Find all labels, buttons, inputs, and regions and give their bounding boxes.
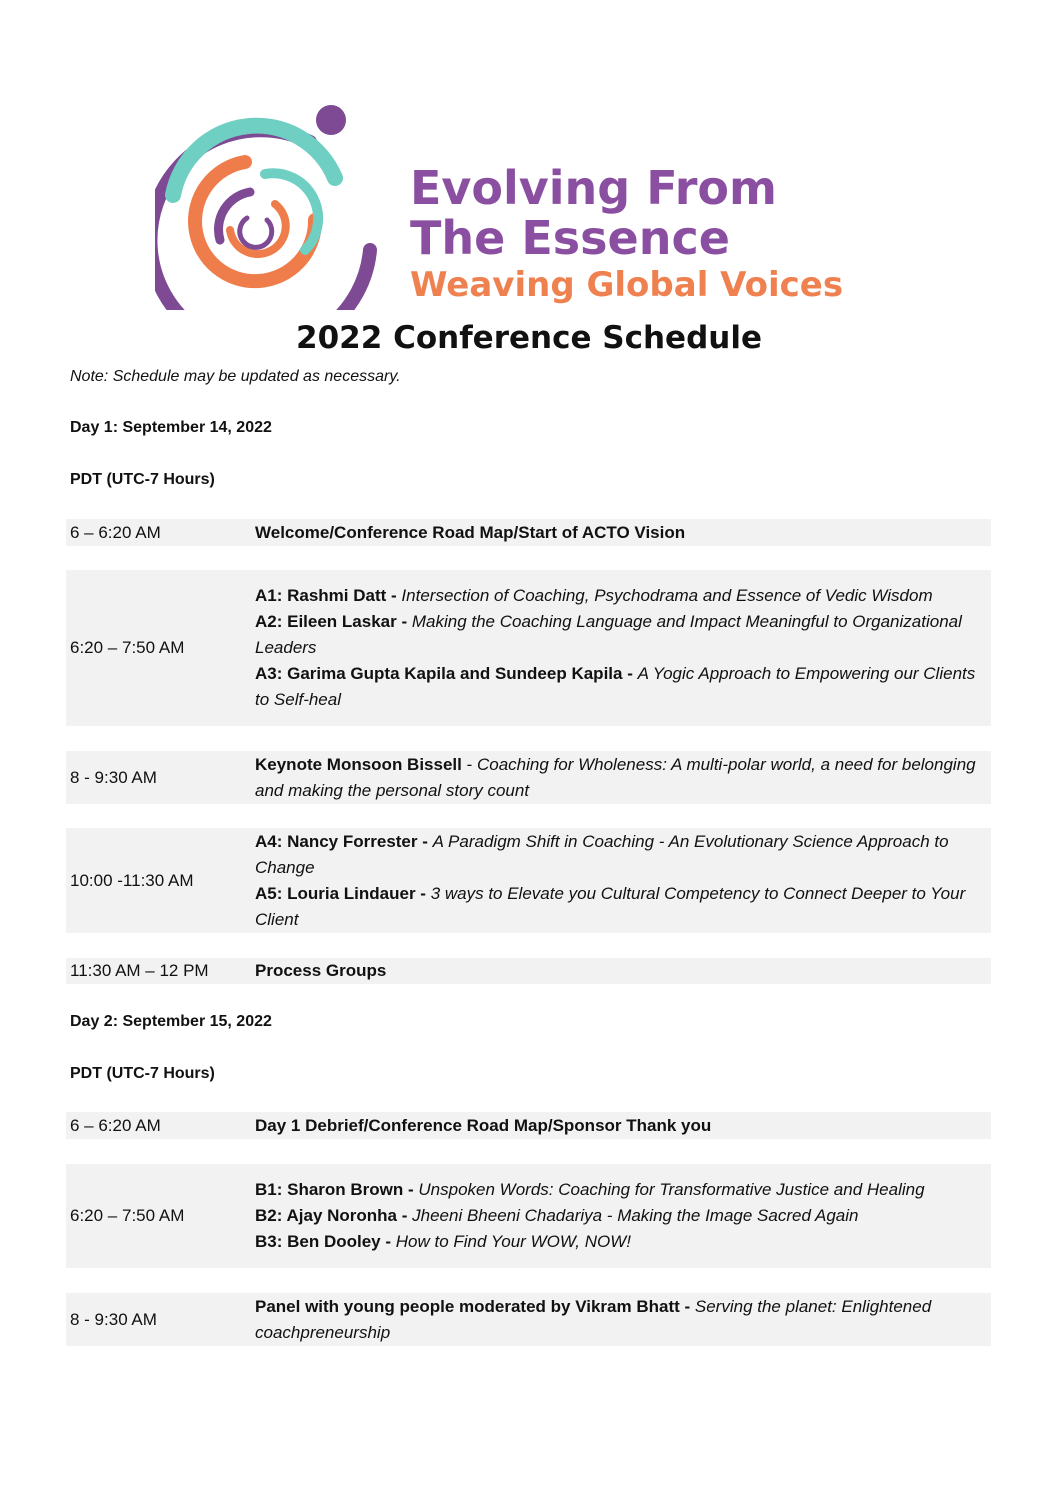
session-title: Welcome/Conference Road Map/Start of ACTO Vision	[255, 522, 686, 542]
session-time: 8 - 9:30 AM	[70, 767, 157, 787]
page-title: 2022 Conference Schedule	[296, 320, 762, 356]
day2-timezone: PDT (UTC-7 Hours)	[70, 1065, 215, 1082]
session-entry: B3: Ben Dooley - How to Find Your WOW, NOW!	[255, 1232, 631, 1251]
session-time: 6:20 – 7:50 AM	[70, 1206, 185, 1225]
session-entry: A2: Eileen Laskar - Making the Coaching Language and Impact Meaningful to Organizational Leaders	[255, 612, 962, 657]
session-title: Day 1 Debrief/Conference Road Map/Sponsor Thank you	[255, 1115, 712, 1135]
brand-tagline: Weaving Global Voices	[410, 265, 844, 305]
spiral-logo-icon	[155, 100, 395, 310]
session-entry: Panel with young people moderated by Vikram Bhatt - Serving the planet: Enlightened coachpreneurship	[255, 1296, 932, 1342]
session-time: 11:30 AM – 12 PM	[70, 961, 209, 980]
session-time: 8 - 9:30 AM	[70, 1309, 157, 1329]
schedule-row	[66, 1293, 991, 1346]
day1-timezone: PDT (UTC-7 Hours)	[70, 471, 215, 488]
schedule-row	[66, 751, 991, 804]
day2-heading: Day 2: September 15, 2022	[70, 1013, 272, 1030]
conference-logo	[155, 100, 875, 310]
schedule-row	[66, 1112, 991, 1139]
session-time: 6:20 – 7:50 AM	[70, 638, 185, 657]
session-time: 6 – 6:20 AM	[70, 1115, 161, 1135]
schedule-row	[66, 958, 991, 984]
brand-line-2: The Essence	[410, 211, 730, 265]
session-entry: A3: Garima Gupta Kapila and Sundeep Kapila - A Yogic Approach to Empowering our Clients to Self-heal	[255, 664, 976, 709]
schedule-row	[66, 1164, 991, 1268]
brand-text	[410, 163, 843, 307]
session-entry: B1: Sharon Brown - Unspoken Words: Coaching for Transformative Justice and Healing	[255, 1180, 925, 1199]
session-entry: A4: Nancy Forrester - A Paradigm Shift in Coaching - An Evolutionary Science Approach to Change	[255, 831, 949, 877]
schedule-note: Note: Schedule may be updated as necessary.	[70, 368, 401, 385]
schedule-row	[66, 519, 991, 546]
session-entry: A1: Rashmi Datt - Intersection of Coaching, Psychodrama and Essence of Vedic Wisdom	[255, 586, 933, 605]
session-entry: B2: Ajay Noronha - Jheeni Bheeni Chadariya - Making the Image Sacred Again	[255, 1206, 859, 1225]
schedule-row	[66, 570, 991, 726]
schedule-row	[66, 828, 991, 933]
session-entry: A5: Louria Lindauer - 3 ways to Elevate you Cultural Competency to Connect Deeper to Your Client	[255, 883, 966, 929]
session-title: Process Groups	[255, 961, 387, 980]
session-entry: Keynote Monsoon Bissell - Coaching for Wholeness: A multi-polar world, a need for belonging and making the personal story count	[255, 754, 976, 800]
session-time: 6 – 6:20 AM	[70, 522, 161, 542]
day1-heading: Day 1: September 14, 2022	[70, 419, 272, 436]
session-time: 10:00 -11:30 AM	[70, 870, 194, 890]
brand-line-1: Evolving From	[410, 161, 777, 215]
